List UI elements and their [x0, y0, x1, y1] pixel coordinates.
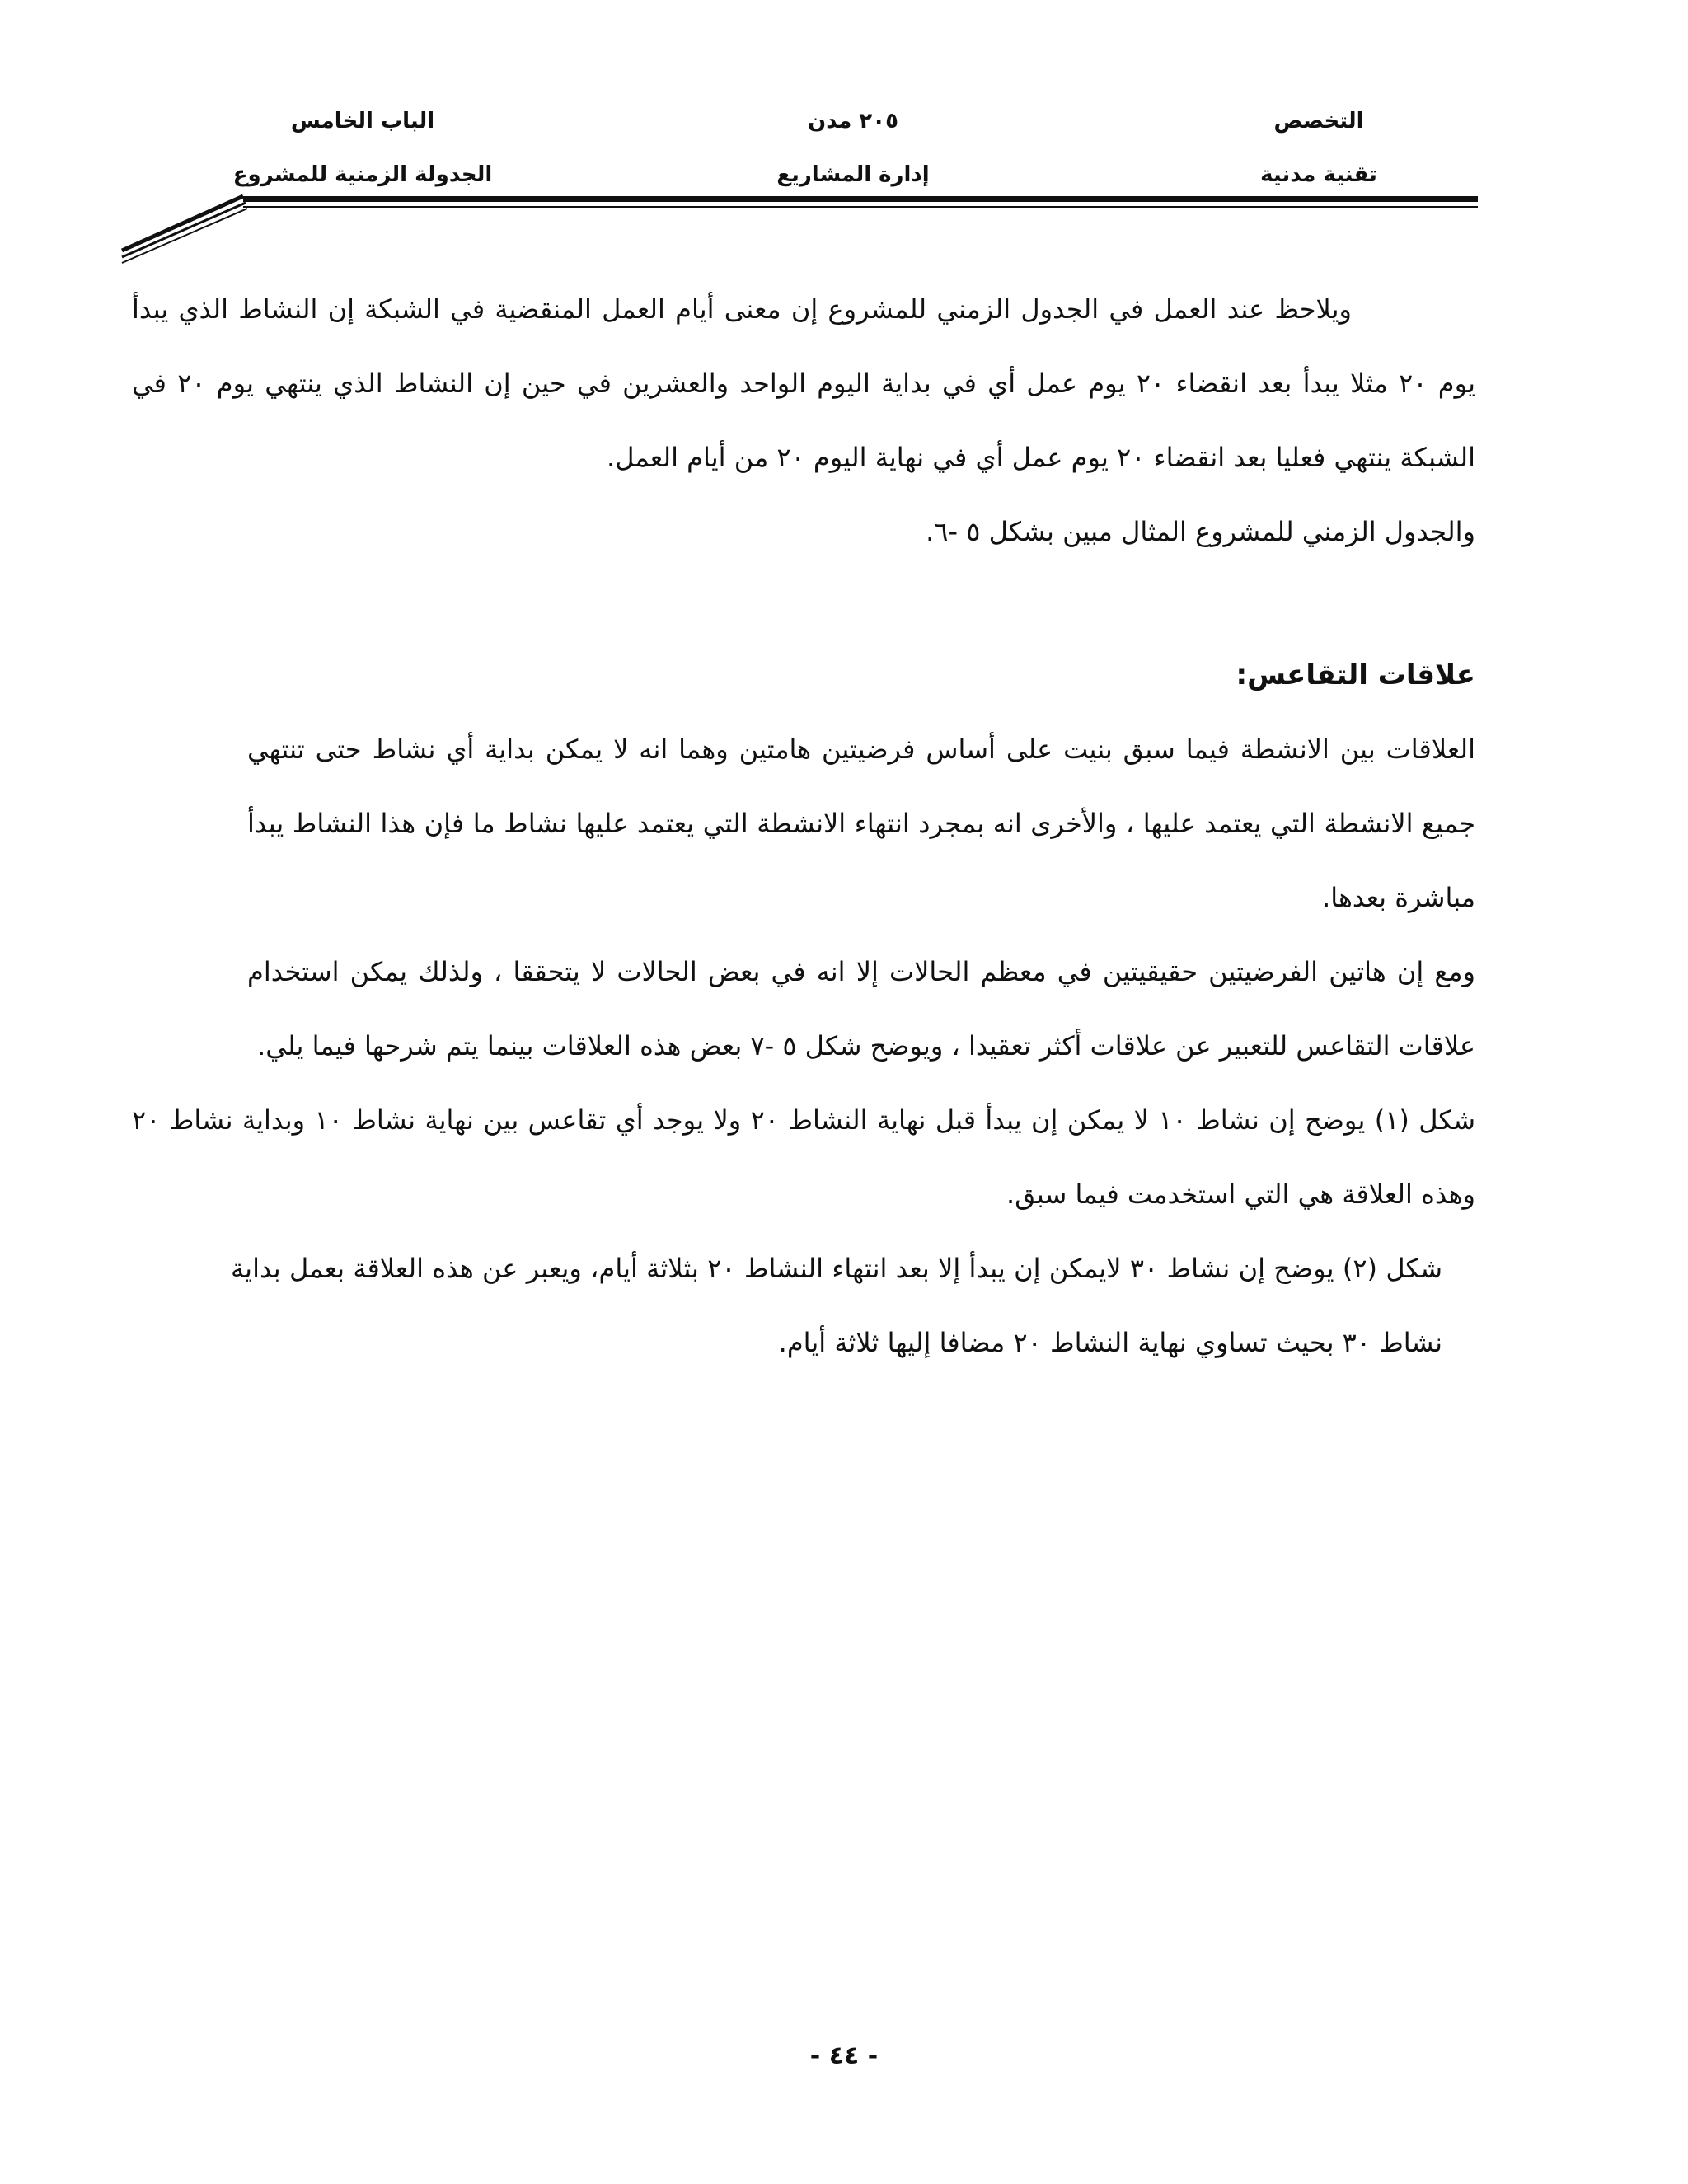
- header-rule-thick: [243, 196, 1478, 202]
- section-title-lag-relations: علاقات التقاعس:: [1236, 658, 1475, 691]
- paragraph-schedule-reference: والجدول الزمني للمشروع المثال مبين بشكل ٥ -٦.: [926, 516, 1475, 547]
- course-code: ٢٠٥ مدن: [808, 109, 898, 134]
- page-body: [132, 272, 1475, 1380]
- page-number: - ٤٤ -: [809, 2041, 879, 2070]
- header-swoosh-decoration: [115, 191, 264, 265]
- paragraph-lag-usage: ومع إن هاتين الفرضيتين حقيقيتين في معظم الحالات إلا انه في بعض الحالات لا يتحققا ، ولذلك يمكن استخدام علاقات التقاعس للتعبير عن علاقات أكثر تعقيدا ، ويوضح شكل ٥ -٧ بعض هذه العلاقات بينما يتم شرحها فيما يلي.: [247, 956, 1475, 1062]
- paragraph-figure-1: شكل (١) يوضح إن نشاط ١٠ لا يمكن إن يبدأ قبل نهاية النشاط ٢٠ ولا يوجد أي تقاعس بين نهاية نشاط ١٠ وبداية نشاط ٢٠ وهذه العلاقة هي التي استخدمت فيما سبق.: [132, 1104, 1476, 1210]
- chapter-label: الباب الخامس: [290, 109, 435, 134]
- paragraph-workdays-note: ويلاحظ عند العمل في الجدول الزمني للمشروع إن معنى أيام العمل المنقضية في الشبكة إن النشاط الذي يبدأ يوم ٢٠ مثلا يبدأ بعد انقضاء ٢٠ يوم عمل أي في بداية اليوم الواحد والعشرين في حين إن النشاط الذي ينتهي يوم ٢٠ في الشبكة ينتهي فعليا بعد انقضاء ٢٠ يوم عمل أي في نهاية اليوم ٢٠ من أيام العمل.: [132, 293, 1476, 473]
- specialty-label: التخصص: [1273, 109, 1364, 134]
- specialty-value: تقنية مدنية: [1260, 162, 1377, 187]
- header-rule-thin: [243, 206, 1478, 208]
- paragraph-assumptions: العلاقات بين الانشطة فيما سبق بنيت على أساس فرضيتين هامتين وهما انه لا يمكن بداية أي نشاط حتى تنتهي جميع الانشطة التي يعتمد عليها ، والأخرى انه بمجرد انتهاء الانشطة التي يعتمد عليها نشاط ما فإن هذا النشاط يبدأ مباشرة بعدها.: [247, 733, 1475, 913]
- course-name: إدارة المشاريع: [776, 162, 930, 187]
- paragraph-figure-2: شكل (٢) يوضح إن نشاط ٣٠ لايمكن إن يبدأ إلا بعد انتهاء النشاط ٢٠ بثلاثة أيام، ويعبر عن هذه العلاقة بعمل بداية نشاط ٣٠ بحيث تساوي نهاية النشاط ٢٠ مضافا إليها ثلاثة أيام.: [231, 1253, 1443, 1358]
- chapter-title: الجدولة الزمنية للمشروع: [232, 162, 493, 187]
